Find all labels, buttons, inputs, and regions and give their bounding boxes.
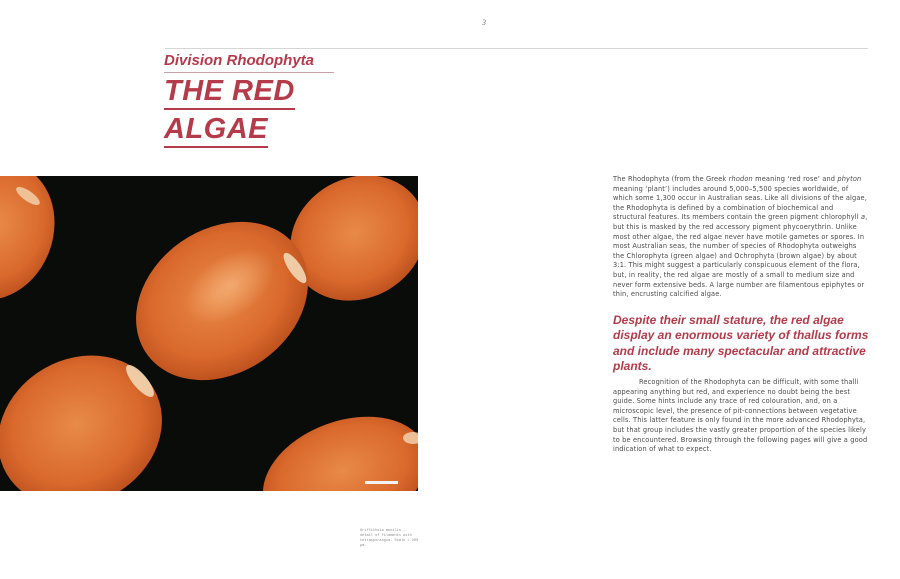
body-italic-chlorophyll: a — [860, 213, 866, 222]
title-line-2: ALGAE — [164, 113, 268, 148]
page-title — [164, 75, 314, 151]
body-paragraph-2: Recognition of the Rhodophyta can be difficult, with some thalli appearing anything but red, and experience no doubt being the best guide. Some hints include any trace of red colouration, and, on a microscopic level, the presence of pit-connections between vegetative cells. This latter feature is only found in the more advanced Rhodophyta, but that group includes the vastly greater proportion of the species likely to be encountered. Browsing through the following pages will give a good indication of what to expect. — [613, 378, 868, 454]
scale-bar — [365, 481, 398, 484]
photo-caption: Griffithsia monilis – detail of filaments with tetrasporangia. Scale = 200 µm. — [360, 529, 419, 548]
body-text-segment: , but this is masked by the red accessory pigment phycoerythrin. Unlike most other algae, the red algae never have motile gametes or spores. In most Australian seas, the number of species of Rhodophyta outweighs the Chlorophyta (green algae) and Ochrophyta (brown algae) by about 3:1. This might suggest a particularly conspicuous element of the flora, but, in reality, the red algae are mostly of a small to medium size and never form extensive beds. A large number are filamentous epiphytes or thin, encrusting calcified algae. — [613, 213, 868, 299]
algae-micrograph — [0, 176, 418, 491]
body-paragraph-1 — [613, 175, 868, 300]
body-text-segment: The Rhodophyta (from the Greek — [613, 175, 729, 183]
title-line-1: THE RED — [164, 75, 295, 110]
pull-quote: Despite their small stature, the red algae display an enormous variety of thallus forms and include many spectacular and attractive plants. — [613, 313, 869, 374]
body-italic-phyton: phyton — [837, 175, 862, 183]
body-text-segment: meaning ‘plant’) includes around 5,000–5,500 species worldwide, of which some 1,300 occur in Australian seas. Like all divisions of the algae, the Rhodophyta is defined by a combination of biochemical and structural features. Its members contain the green pigment chlorophyll — [613, 184, 867, 222]
page-number: 3 — [482, 18, 486, 27]
body-text-segment: meaning ‘red rose’ and — [752, 175, 838, 183]
division-heading: Division Rhodophyta — [164, 52, 334, 73]
top-rule — [165, 48, 868, 49]
body-italic-rhodon: rhodon — [728, 175, 753, 183]
micrograph-illustration — [0, 176, 418, 491]
